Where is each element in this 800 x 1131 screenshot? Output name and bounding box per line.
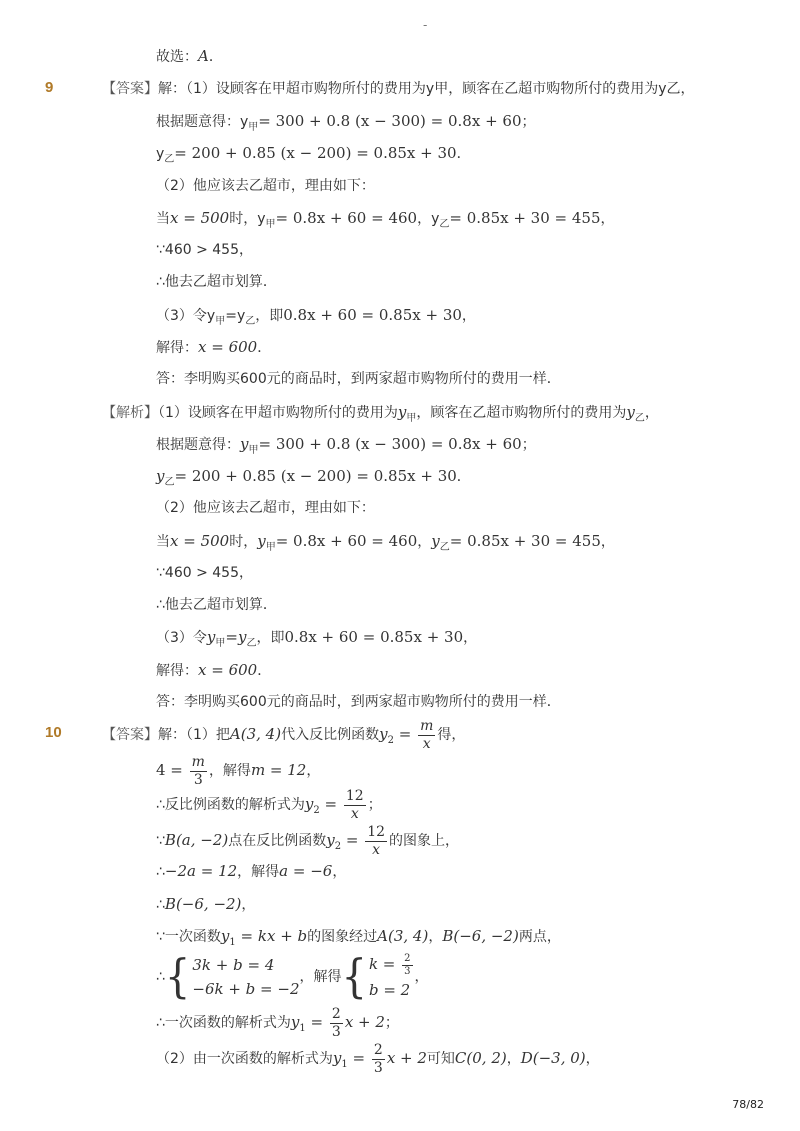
q9-analysis-therefore: ∴他去乙超市划算． <box>156 597 277 613</box>
q10-line-1: 【答案】解：（1）把A(3, 4)代入反比例函数$y_2$ = $\frac{m}{x}$ 得， <box>102 717 466 752</box>
header-mark: - <box>423 18 428 32</box>
q10-line-5: ∴−2a = 12，解得a = −6， <box>156 862 347 880</box>
q9-analysis-x500: 当x = 500时，$y_甲= 0.8x + 60 = 460$，$y_乙= 0.85x + 30 = 455$， <box>156 532 615 553</box>
q9-analysis-line-1: 【解析】（1）设顾客在甲超市购物所付的费用为$y_甲$，顾客在乙超市购物所付的费用为$y_乙$， <box>102 403 659 424</box>
q9-answer-part2: （2）他应该去乙超市，理由如下： <box>156 178 375 194</box>
q10-line-10: （2）由一次函数的解析式为$y_1$ = $\frac{2}{3}$ x + 2可知C(0, 2)，D(−3, 0)， <box>156 1041 600 1076</box>
q9-answer-eq2: $y_乙= 200 + 0.85$ (x − 200) = 0.85x + 30． <box>156 144 471 165</box>
q10-line-7: ∵一次函数$y_1$ = kx + b的图象经过A(3, 4)，B(−6, −2)两点， <box>156 927 561 948</box>
q9-answer-final: 答：李明购买600元的商品时，到两家超市购物所付的费用一样． <box>156 371 561 387</box>
question-number-9: 9 <box>45 79 54 96</box>
q9-analysis-eq2: $y_乙= 200 + 0.85$ (x − 200) = 0.85x + 30． <box>156 467 471 488</box>
q9-analysis-final: 答：李明购买600元的商品时，到两家超市购物所付的费用一样． <box>156 694 561 710</box>
q10-line-8-system: ∴ { 3k + b = 4 −6k + b = −2 ，解得 { k = $\frac{2}{3}$ b = 2 ， <box>156 950 429 1004</box>
q9-analysis-solve: 解得：x = 600． <box>156 661 272 679</box>
q9-answer-x500: 当x = 500时，$y_甲= 0.8x + 60 = 460$，$y_乙= 0.85x + 30 = 455$， <box>156 209 615 230</box>
q9-answer-because: ∵460 > 455， <box>156 242 253 258</box>
q9-analysis-part2: （2）他应该去乙超市，理由如下： <box>156 500 375 516</box>
page-number: 78/82 <box>732 1098 764 1111</box>
q9-analysis-because: ∵460 > 455， <box>156 565 253 581</box>
q9-answer-solve: 解得：x = 600． <box>156 338 272 356</box>
q9-answer-line-1: 【答案】解：（1）设顾客在甲超市购物所付的费用为y甲，顾客在乙超市购物所付的费用为y乙， <box>102 81 695 97</box>
q10-line-3: ∴反比例函数的解析式为$y_2$ = $\frac{12}{x}$ ； <box>156 787 382 822</box>
q9-analysis-part3: （3）令$y_甲=y_乙$，即0.8x + 60 = 0.85x + 30， <box>156 628 478 649</box>
q10-line-6: ∴B(−6, −2)， <box>156 895 256 913</box>
q9-answer-therefore: ∴他去乙超市划算． <box>156 274 277 290</box>
q10-line-2: 4 = $\frac{m}{3}$ ，解得m = 12， <box>156 753 321 788</box>
prev-answer-line: 故选：A． <box>156 47 223 65</box>
q9-answer-part3: （3）令$y_甲=y_乙$，即0.8x + 60 = 0.85x + 30， <box>156 306 476 327</box>
q9-answer-eq1: 根据题意得：$y_甲= 300 + 0.8$ (x − 300) = 0.8x + 60； <box>156 112 536 133</box>
q9-analysis-eq1: 根据题意得：$y_甲= 300 + 0.8$ (x − 300) = 0.8x + 60； <box>156 435 536 456</box>
equation-system-1: { 3k + b = 4 −6k + b = −2 <box>164 950 300 1004</box>
equation-system-2: { k = $\frac{2}{3}$ b = 2 <box>341 950 411 1004</box>
q10-line-4: ∵B(a, −2)点在反比例函数$y_2$ = $\frac{12}{x}$ 的图象上， <box>156 823 460 858</box>
q10-line-9: ∴一次函数的解析式为$y_1$ = $\frac{2}{3}$ x + 2； <box>156 1005 399 1040</box>
question-number-10: 10 <box>45 724 62 741</box>
